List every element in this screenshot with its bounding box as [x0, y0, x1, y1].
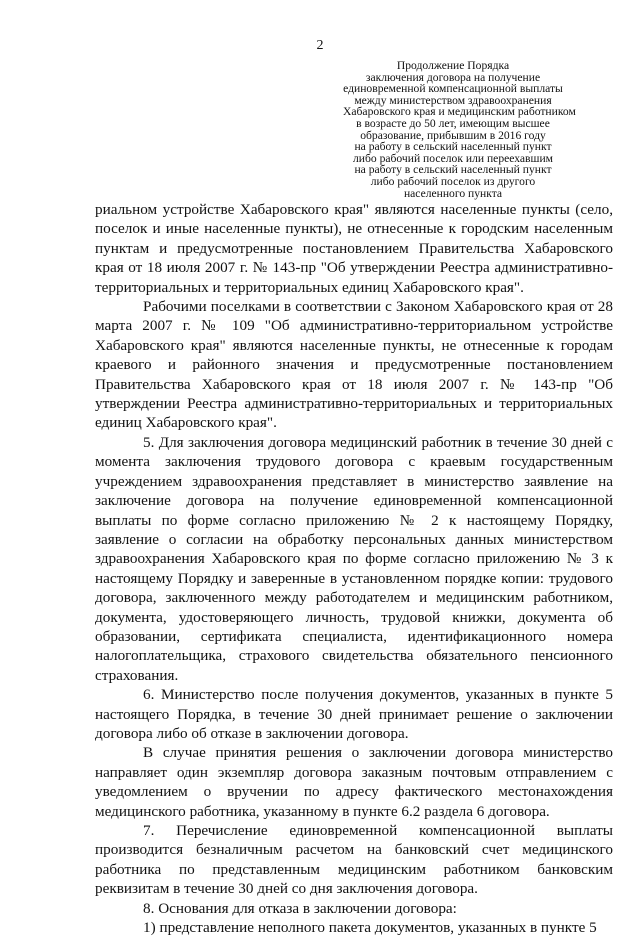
header-line: либо рабочий поселок или переехавшим [352, 151, 553, 165]
paragraph-item-6: 6. Министерство после получения документов, указанных в пункте 5 настоящего Порядка, в течение 30 дней принимает решение о заключении договора либо об отказе в заключении договора. [95, 686, 613, 742]
header-line: на работу в сельский населенный пункт [354, 140, 552, 154]
paragraph-continued: риальном устройстве Хабаровского края" являются населенные пункты (село, поселок и иные населенные пункты), не отнесенные к городским населенным пунктам и предусмотренные постановлением Правительства Хабаровского края от 18 июля 2007 г. № 143-пр "Об утверждении Реестра административно-территориальных и территориальных единиц Хабаровского края". [95, 201, 613, 296]
header-line: заключения договора на получение [365, 70, 541, 84]
paragraph-work-settlements: Рабочими поселками в соответствии с Законом Хабаровского края от 28 марта 2007 г. № 109 "Об административно-территориальном устройстве Хабаровского края" являются населенные пункты, не отнесенные к городам краевого и районного значения и предусмотренные постановлением Правительства Хабаровского края от 18 июля 2007 г. № 143-пр "Об утверждении Реестра административно-территориальных и территориальных единиц Хабаровского края". [95, 298, 613, 432]
page-number: 2 [316, 38, 324, 53]
paragraph-item-8-1: 1) представление неполного пакета документов, указанных в пункте 5 [143, 919, 597, 937]
header-line: Продолжение Порядка [396, 59, 510, 72]
paragraph-item-5: 5. Для заключения договора медицинский работник в течение 30 дней с момента заключения трудового договора с краевым государственным учреждением здравоохранения представляет в министерство заявление на заключение договора на получение единовременной компенсационной выплаты по форме согласно приложению № 2 к настоящему Порядку, заявление о согласии на обработку персональных данных министерством здравоохранения Хабаровского края по форме согласно приложению № 3 к настоящему Порядку и заверенные в установленном порядке копии: трудового договора, заключенного между работодателем и медицинским работником, документа, удостоверяющего личность, трудовой книжки, документа об образовании, сертификата специалиста, идентификационного номера налогоплательщика, страхового свидетельства обязательного пенсионного страхования. [95, 433, 613, 684]
document-header [343, 59, 576, 200]
document-body [95, 200, 613, 937]
header-line: Хабаровского края и медицинским работником [343, 105, 576, 119]
header-line: на работу в сельский населенный пункт [354, 163, 552, 177]
header-line: между министерством здравоохранения [354, 93, 552, 107]
header-line: либо рабочий поселок из другого [370, 174, 536, 188]
paragraph-contract-sending: В случае принятия решения о заключении договора министерство направляет один экземпляр договора заказным почтовым отправлением с уведомлением о вручении по адресу фактического местонахождения медицинского работника, указанному в пункте 6.2 раздела 6 договора. [95, 744, 613, 820]
paragraph-item-7: 7. Перечисление единовременной компенсационной выплаты производится безналичным расчетом на банковский счет медицинского работника по представленным медицинским работником банковским реквизитам в течение 30 дней со дня заключения договора. [95, 822, 613, 898]
header-line: единовременной компенсационной выплаты [343, 82, 563, 96]
header-line: населенного пункта [403, 186, 503, 200]
paragraph-item-8: 8. Основания для отказа в заключении договора: [143, 899, 457, 917]
header-line: в возрасте до 50 лет, имеющим высшее [356, 116, 550, 130]
header-line: образование, прибывшим в 2016 году [360, 128, 546, 142]
